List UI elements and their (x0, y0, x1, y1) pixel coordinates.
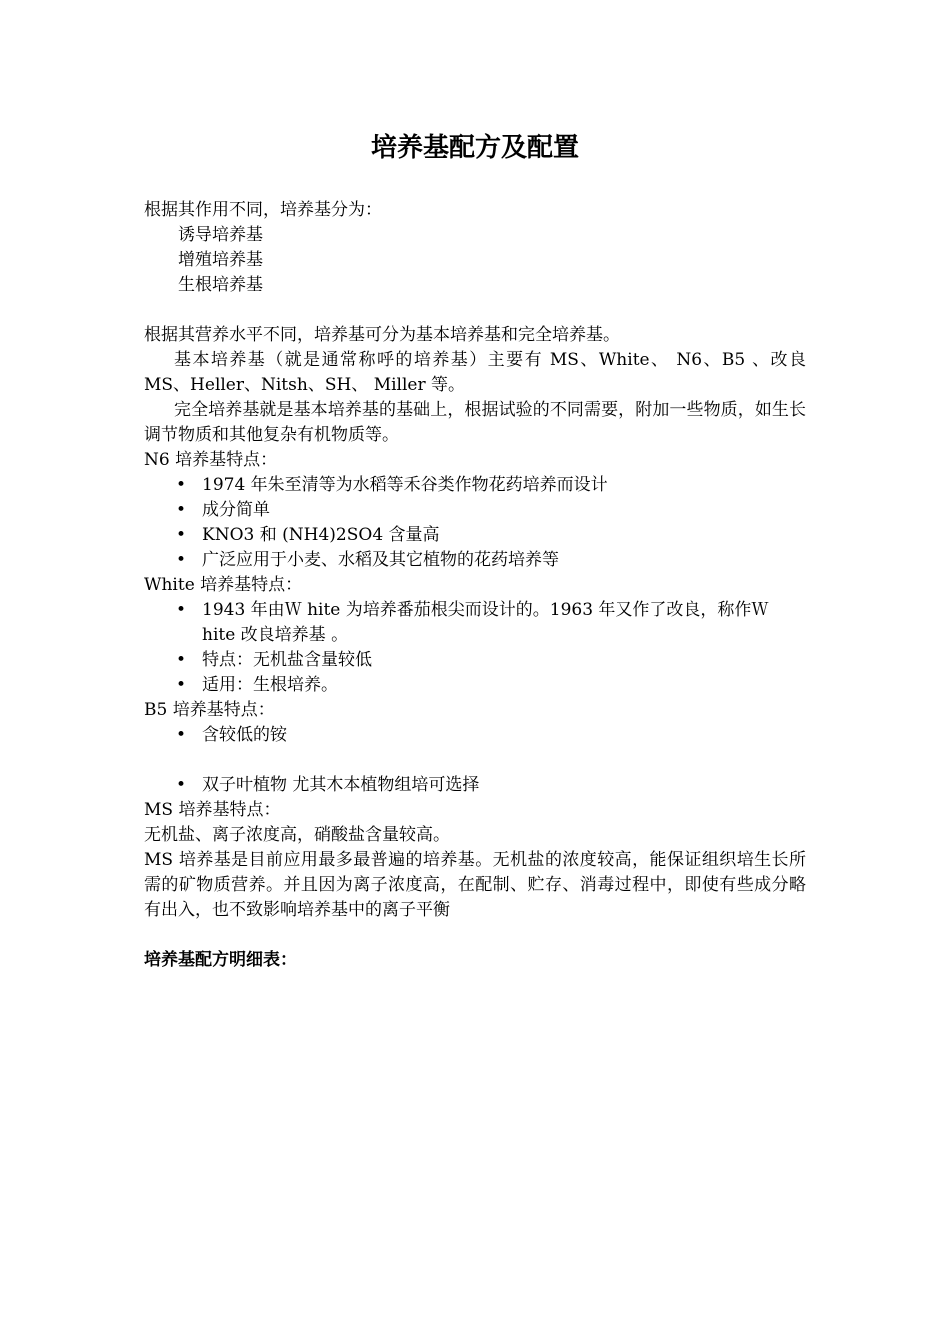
list-item: • KNO3 和 (NH4)2SO4 含量高 (144, 523, 806, 548)
list-item: • 双子叶植物 尤其木本植物组培可选择 (144, 773, 806, 798)
list-item: • 广泛应用于小麦、水稻及其它植物的花药培养等 (144, 548, 806, 573)
b5-list-continued (144, 773, 806, 798)
list-item: • 特点：无机盐含量较低 (144, 648, 806, 673)
b5-list (144, 723, 806, 748)
bullet-icon: • (175, 650, 187, 670)
ms-heading: MS 培养基特点： (144, 800, 281, 820)
ms-line-1: 无机盐、离子浓度高，硝酸盐含量较高。 (144, 825, 450, 845)
list-item: • 1943 年由Ｗ hite 为培养番茄根尖而设计的。1963 年又作了改良，称作Ｗ hite 改良培养基 。 (175, 600, 769, 645)
bullet-icon: • (175, 550, 187, 570)
bullet-icon: • (175, 675, 187, 695)
basic-medium-paragraph: 基本培养基（就是通常称呼的培养基）主要有 MS、White、 N6、B5 、改良 MS、Heller、Nitsh、SH、 Miller 等。 (144, 350, 806, 395)
ms-line-2: MS 培养基是目前应用最多最普遍的培养基。无机盐的浓度较高，能保证组织培生长所需的矿物质营养。并且因为离子浓度高，在配制、贮存、消毒过程中，即使有些成分略有出入，也不致影响培养基中的离子平衡 (144, 850, 806, 920)
function-item-rooting: 生根培养基 (178, 275, 263, 295)
bullet-icon: • (175, 600, 187, 620)
bullet-icon: • (175, 725, 187, 745)
list-item: • 适用：生根培养。 (144, 673, 806, 698)
white-list (144, 598, 806, 698)
bullet-icon: • (175, 525, 187, 545)
function-item-induction: 诱导培养基 (178, 225, 263, 245)
function-item-proliferation: 增殖培养基 (178, 250, 263, 270)
spacer (144, 923, 806, 948)
bullet-icon: • (175, 475, 187, 495)
document-title: 培养基配方及配置 (370, 133, 579, 163)
n6-heading: N6 培养基特点： (144, 450, 278, 470)
document-body (144, 128, 806, 973)
nutrition-intro: 根据其营养水平不同，培养基可分为基本培养基和完全培养基。 (144, 325, 620, 345)
list-item: • 1974 年朱至清等为水稻等禾谷类作物花药培养而设计 (144, 473, 806, 498)
b5-heading: B5 培养基特点： (144, 700, 275, 720)
complete-medium-paragraph: 完全培养基就是基本培养基的基础上，根据试验的不同需要，附加一些物质，如生长调节物质和其他复杂有机物质等。 (144, 400, 806, 445)
white-heading: White 培养基特点： (144, 575, 303, 595)
spacer (144, 748, 806, 773)
bullet-icon: • (175, 500, 187, 520)
bullet-icon: • (175, 775, 187, 795)
list-item: • 含较低的铵 (144, 723, 806, 748)
n6-list (144, 473, 806, 573)
spacer (144, 298, 806, 323)
list-item: • 成分简单 (144, 498, 806, 523)
formula-table-heading: 培养基配方明细表： (144, 950, 297, 970)
function-intro: 根据其作用不同，培养基分为： (144, 200, 382, 220)
